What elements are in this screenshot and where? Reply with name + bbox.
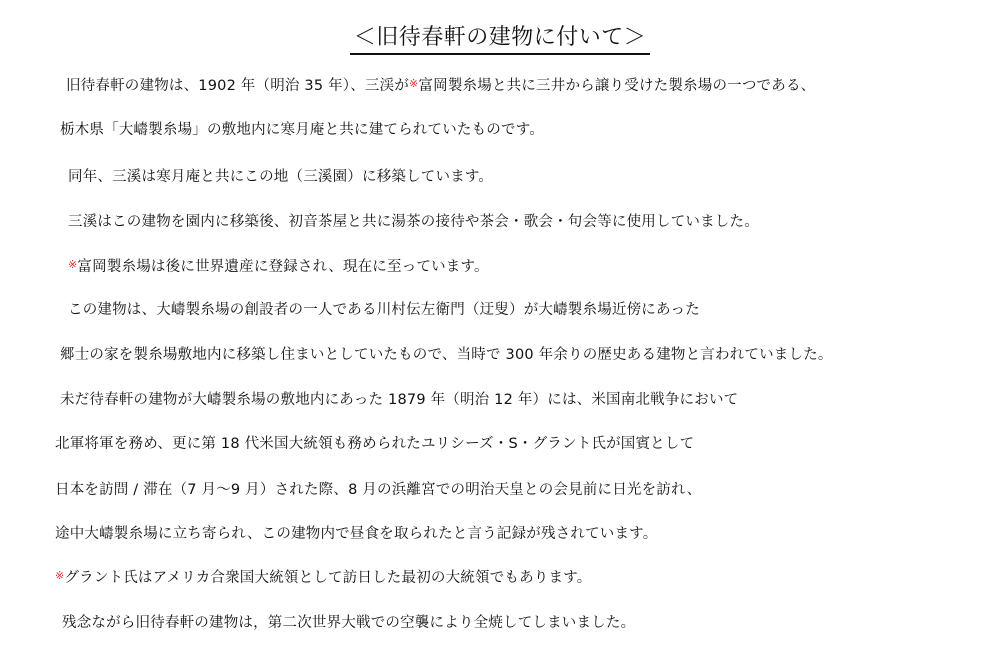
line-text: 未だ待春軒の建物が大嶹製糸場の敷地内にあった 1879 年（明治 12 年）には、米国南北戦争において [60,392,739,408]
paragraph-line-8 [60,389,738,411]
paragraph-line-1 [66,75,815,97]
line-text: 栃木県「大嶹製糸場」の敷地内に寒月庵と共に建てられていたものです。 [60,122,544,138]
paragraph-line-12 [55,567,591,589]
line-text: 三溪はこの建物を園内に移築後、初音茶屋と共に湯茶の接待や茶会・歌会・句会等に使用していました。 [68,214,759,230]
line-text: 旧待春軒の建物は、1902 年（明治 35 年）、三渓が [66,78,410,94]
paragraph-line-6 [68,299,700,321]
paragraph-line-10 [55,479,701,501]
line-text: 北軍将軍を務め、更に第 18 代米国大統領も務められたユリシーズ・S・グラント氏が国賓として [55,436,695,452]
line-text: この建物は、大嶹製糸場の創設者の一人である川村伝左衛門（迂叟）が大嶹製糸場近傍にあった [68,302,700,318]
line-text-after-mark: 富岡製糸場は後に世界遺産に登録され、現在に至っています。 [77,259,489,275]
line-text-after-mark: 富岡製糸場と共に三井から譲り受けた製糸場の一つである、 [418,78,816,94]
page-title-text: ＜旧待春軒の建物に付いて＞ [350,23,651,55]
line-text: 途中大嶹製糸場に立ち寄られ、この建物内で昼食を取られたと言う記録が残されています。 [55,526,658,542]
line-text-after-mark: グラント氏はアメリカ合衆国大統領として訪日した最初の大統領でもあります。 [64,570,592,586]
paragraph-line-9 [55,433,694,455]
line-text: 郷士の家を製糸場敷地内に移築し住まいとしていたもので、当時で 300 年余りの歴史ある建物と言われていました。 [60,347,833,363]
note-mark: ※ [55,569,65,582]
page-title [0,22,1000,55]
paragraph-line-11 [55,523,657,545]
paragraph-line-3 [68,166,493,188]
note-mark: ※ [409,77,419,90]
line-text: 同年、三溪は寒月庵と共にこの地（三溪園）に移築しています。 [68,169,494,185]
paragraph-line-7 [60,344,833,366]
paragraph-line-13 [62,612,635,634]
paragraph-line-5 [68,256,489,278]
line-text: 日本を訪問 / 滞在（7 月～9 月）された際、8 月の浜離宮での明治天皇との会見前に日光を訪れ、 [55,482,702,498]
paragraph-line-2 [60,119,544,141]
paragraph-line-4 [68,211,759,233]
line-text: 残念ながら旧待春軒の建物は，第二次世界大戦での空襲により全焼してしまいました。 [62,615,636,631]
note-mark: ※ [68,258,78,271]
